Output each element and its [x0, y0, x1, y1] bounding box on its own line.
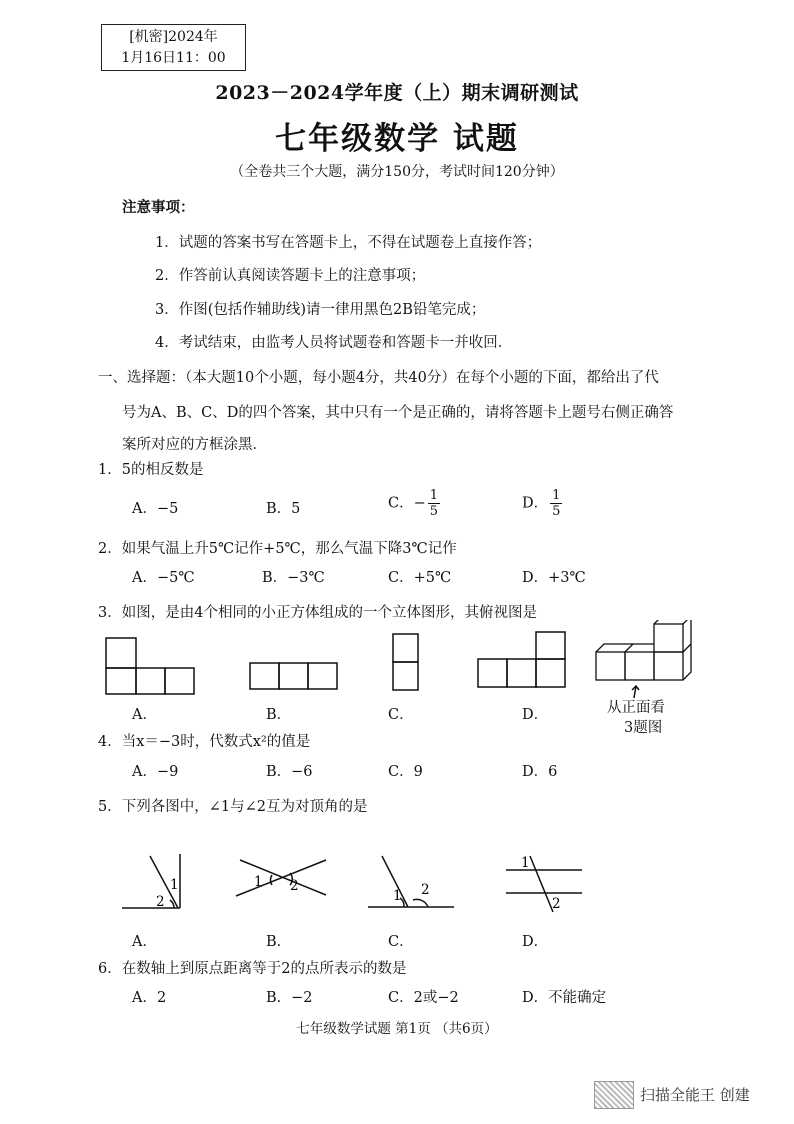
q2-option-c: C．+5℃ — [388, 570, 452, 586]
fraction-denominator: 5 — [552, 504, 561, 519]
q4-option-b: B．−6 — [266, 764, 313, 780]
question-6-stem: 6．在数轴上到原点距离等于2的点所表示的数是 — [98, 961, 407, 977]
section-intro-line3: 案所对应的方框涂黑． — [122, 437, 267, 453]
fraction — [428, 488, 440, 519]
fraction-numerator: 1 — [552, 488, 561, 503]
question-3-stem: 3．如图，是由4个相同的小正方体组成的一个立体图形，其俯视图是 — [98, 605, 537, 621]
notice-item: 4．考试结束，由监考人员将试题卷和答题卡一并收回． — [155, 335, 513, 351]
q1-option-c — [388, 488, 440, 519]
question-1-stem: 1．5的相反数是 — [98, 462, 204, 478]
q5-option-a: A． — [132, 934, 157, 950]
angle-label-1: 1 — [170, 877, 179, 893]
q4-option-c: C．9 — [388, 764, 423, 780]
q4-option-d: D．6 — [522, 764, 558, 780]
notice-item: 2．作答前认真阅读答题卡上的注意事项； — [155, 268, 426, 284]
q5-option-c: C． — [388, 934, 414, 950]
question-2-stem: 2．如果气温上升5℃记作+5℃，那么气温下降3℃记作 — [98, 541, 457, 557]
section-intro-line2: 号为A、B、C、D的四个答案，其中只有一个是正确的，请将答题卡上题号右侧正确答 — [122, 405, 674, 421]
fraction — [550, 488, 562, 519]
q6-option-d: D．不能确定 — [522, 990, 607, 1006]
q5-figure-d — [506, 856, 582, 912]
fraction-numerator: 1 — [429, 488, 439, 503]
q1-option-b: B．5 — [266, 501, 301, 517]
q1-option-d — [522, 488, 562, 519]
q5-option-b: B． — [266, 934, 292, 950]
question-4-stem: 4．当x＝−3时，代数式x²的值是 — [98, 734, 311, 750]
q1-option-a: A．−5 — [132, 501, 179, 517]
q3-option-c: C． — [388, 707, 414, 723]
q4-option-a: A．−9 — [132, 764, 179, 780]
notice-item: 3．作图(包括作辅助线)请一律用黑色2B铅笔完成； — [155, 302, 486, 318]
q3-figure-c — [393, 634, 418, 690]
q2-option-a: A．−5℃ — [132, 570, 195, 586]
angle-label-2: 2 — [156, 894, 165, 910]
confidential-line1: [机密]2024年 — [129, 29, 218, 45]
q1-option-c-prefix: C．− — [388, 495, 426, 512]
q3-figure-a — [106, 638, 194, 694]
q5-figure-c — [368, 856, 454, 907]
angle-label-1: 1 — [393, 888, 402, 904]
notice-heading: 注意事项： — [122, 199, 195, 216]
q6-option-a: A．2 — [132, 990, 167, 1006]
q5-option-d: D． — [522, 934, 549, 950]
confidential-line2: 1月16日11：00 — [121, 50, 226, 66]
angle-label-1: 1 — [254, 874, 263, 890]
angle-label-2: 2 — [552, 896, 561, 912]
q1-option-d-prefix: D． — [522, 495, 549, 512]
scanner-watermark: 扫描全能王 创建 — [640, 1086, 750, 1104]
angle-label-2: 2 — [290, 878, 299, 894]
q3-caption-front-view: 从正面看 — [607, 700, 665, 716]
fraction-denominator: 5 — [429, 504, 439, 519]
q3-option-d: D． — [522, 707, 549, 723]
q5-figure-b — [236, 860, 326, 896]
q5-figures — [0, 840, 794, 920]
q2-option-b: B．−3℃ — [262, 570, 325, 586]
exam-info: （全卷共三个大题，满分150分，考试时间120分钟） — [230, 164, 564, 180]
confidential-box — [101, 24, 246, 71]
angle-label-2: 2 — [421, 882, 430, 898]
angle-label-1: 1 — [521, 855, 530, 871]
notice-item: 1．试题的答案书写在答题卡上，不得在试题卷上直接作答； — [155, 235, 542, 251]
page-footer: 七年级数学试题 第1页 （共6页） — [296, 1021, 498, 1037]
exam-title: 2023－2024学年度（上）期末调研测试 — [215, 82, 579, 104]
q6-option-b: B．−2 — [266, 990, 313, 1006]
q3-figure-d — [478, 632, 565, 687]
question-5-stem: 5．下列各图中，∠1与∠2互为对顶角的是 — [98, 799, 368, 815]
q3-solid-figure — [596, 620, 691, 680]
subject-title: 七年级数学 试题 — [275, 121, 519, 157]
q3-option-a: A． — [132, 707, 157, 723]
q3-option-b: B． — [266, 707, 292, 723]
q3-caption-figure: 3题图 — [624, 720, 663, 736]
section-intro-line1: 一、选择题：（本大题10个小题，每小题4分，共40分）在每个小题的下面，都给出了代 — [98, 370, 659, 386]
qr-code-icon — [594, 1081, 634, 1109]
q2-option-d: D．+3℃ — [522, 570, 586, 586]
q6-option-c: C．2或−2 — [388, 990, 459, 1006]
q3-figure-b — [250, 663, 337, 689]
